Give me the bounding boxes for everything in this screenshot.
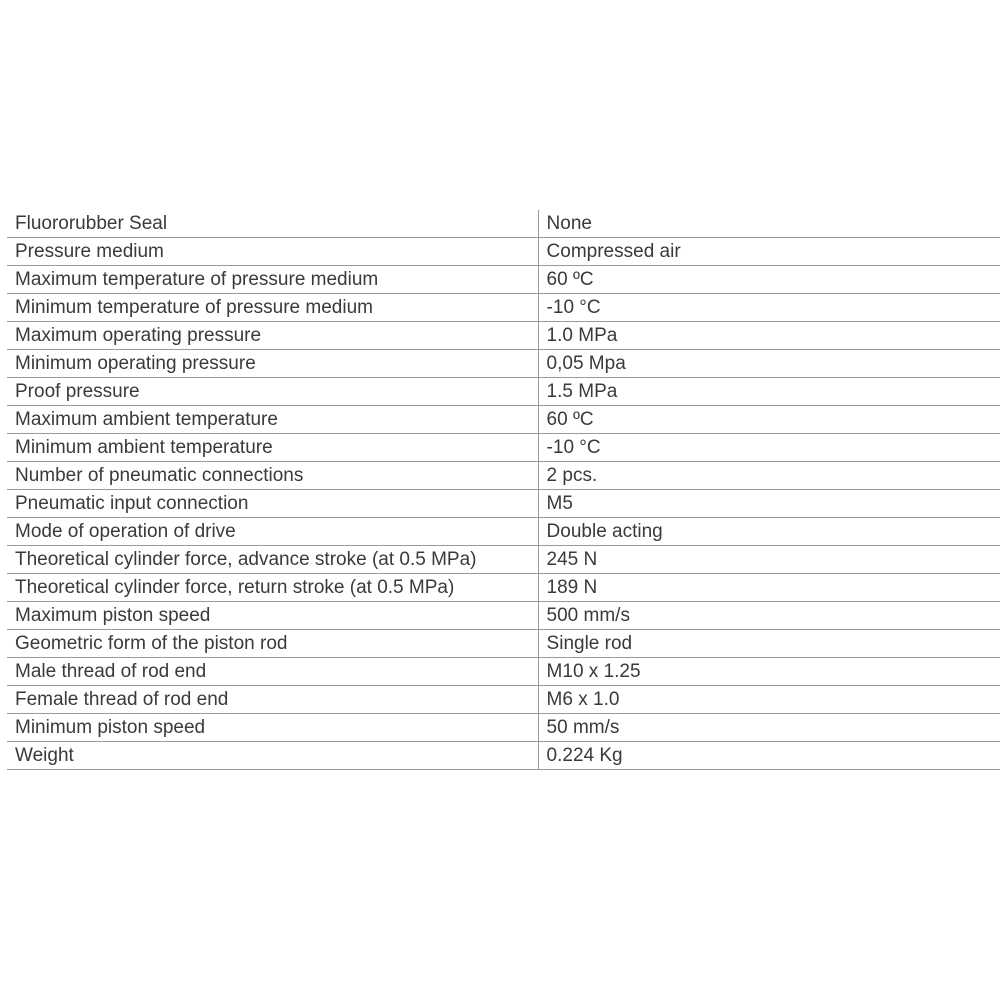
table-row [7,658,1000,686]
spec-label: Proof pressure [7,378,538,406]
spec-label: Minimum temperature of pressure medium [7,294,538,322]
spec-label: Mode of operation of drive [7,518,538,546]
table-row [7,210,1000,238]
spec-value: 500 mm/s [538,602,1000,630]
spec-label: Fluororubber Seal [7,210,538,238]
spec-value: Compressed air [538,238,1000,266]
table-row [7,686,1000,714]
spec-label: Number of pneumatic connections [7,462,538,490]
spec-value: 2 pcs. [538,462,1000,490]
spec-value: 245 N [538,546,1000,574]
table-row [7,238,1000,266]
spec-label: Maximum operating pressure [7,322,538,350]
table-row [7,518,1000,546]
table-row [7,406,1000,434]
spec-label: Theoretical cylinder force, return stroke (at 0.5 MPa) [7,574,538,602]
spec-table [7,210,1000,770]
spec-label: Weight [7,742,538,770]
spec-value: Single rod [538,630,1000,658]
spec-value: None [538,210,1000,238]
spec-label: Pneumatic input connection [7,490,538,518]
spec-label: Maximum ambient temperature [7,406,538,434]
table-row [7,630,1000,658]
table-row [7,322,1000,350]
table-row [7,742,1000,770]
table-row [7,266,1000,294]
spec-label: Geometric form of the piston rod [7,630,538,658]
table-row [7,294,1000,322]
spec-label: Minimum ambient temperature [7,434,538,462]
table-row [7,350,1000,378]
spec-label: Male thread of rod end [7,658,538,686]
spec-value: 189 N [538,574,1000,602]
spec-value: -10 °C [538,434,1000,462]
table-row [7,378,1000,406]
table-row [7,462,1000,490]
table-row [7,574,1000,602]
table-row [7,602,1000,630]
table-row [7,434,1000,462]
table-row [7,714,1000,742]
spec-label: Maximum temperature of pressure medium [7,266,538,294]
spec-label: Minimum piston speed [7,714,538,742]
spec-label: Female thread of rod end [7,686,538,714]
spec-label: Theoretical cylinder force, advance stroke (at 0.5 MPa) [7,546,538,574]
spec-value: M5 [538,490,1000,518]
spec-value: 0.224 Kg [538,742,1000,770]
spec-value: 60 ºC [538,406,1000,434]
spec-value: M10 x 1.25 [538,658,1000,686]
spec-value: 1.0 MPa [538,322,1000,350]
spec-label: Maximum piston speed [7,602,538,630]
spec-value: M6 x 1.0 [538,686,1000,714]
spec-label: Minimum operating pressure [7,350,538,378]
spec-value: 60 ºC [538,266,1000,294]
spec-value: 1.5 MPa [538,378,1000,406]
spec-value: Double acting [538,518,1000,546]
table-row [7,546,1000,574]
table-row [7,490,1000,518]
spec-value: 50 mm/s [538,714,1000,742]
spec-value: 0,05 Mpa [538,350,1000,378]
spec-value: -10 °C [538,294,1000,322]
spec-label: Pressure medium [7,238,538,266]
